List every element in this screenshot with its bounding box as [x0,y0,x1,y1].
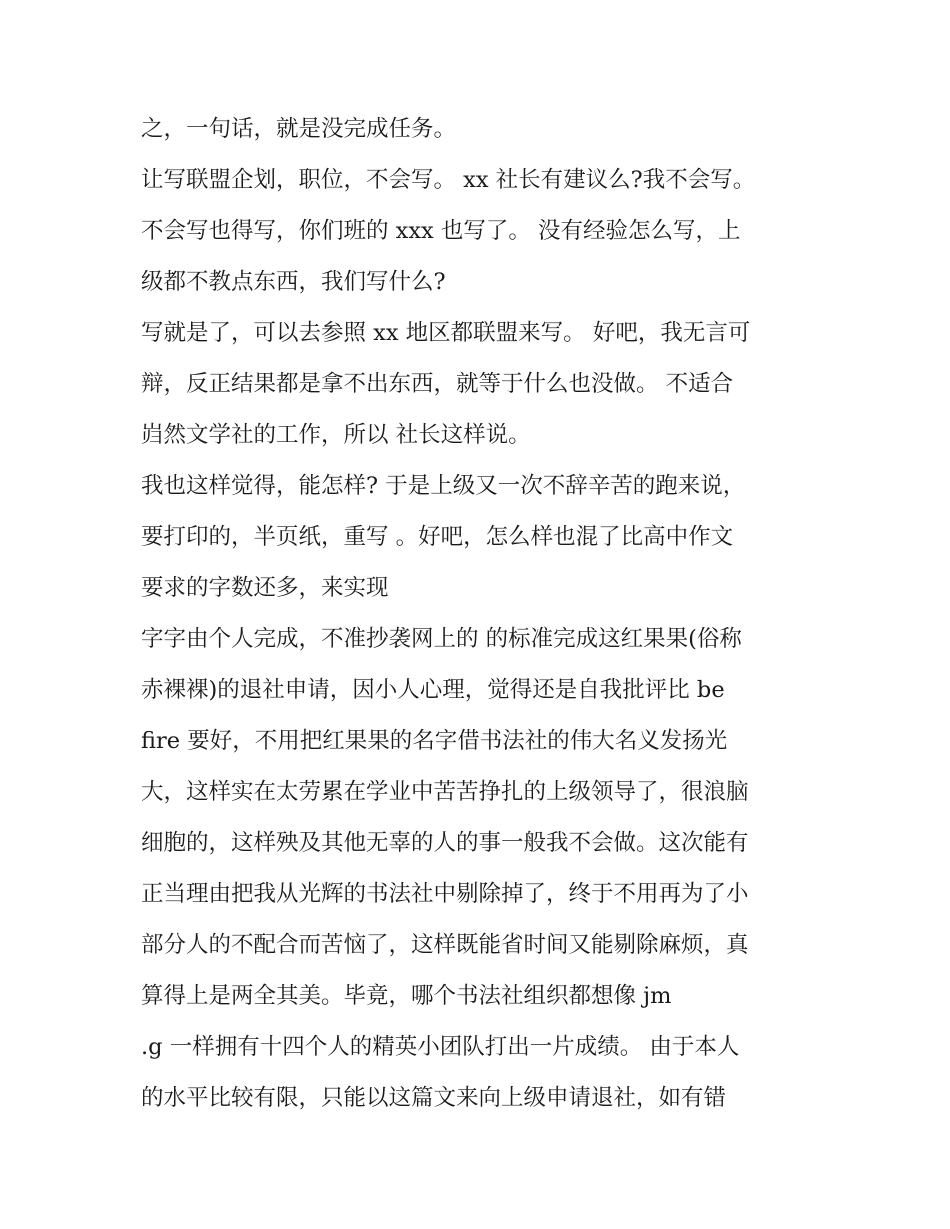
text-line: .g 一样拥有十四个人的精英小团队打出一片成绩。 由于本人 [141,1034,740,1060]
text-line: 不会写也得写，你们班的 xxx 也写了。 没有经验怎么写，上 [141,218,741,244]
text-line: 级都不教点东西，我们写什么? [141,269,446,295]
text-line: 算得上是两全其美。毕竟，哪个书法社组织都想像 jm [141,983,672,1009]
text-line: 要打印的，半页纸，重写 。好吧，怎么样也混了比高中作文 [141,524,734,550]
text-line: 大，这样实在太劳累在学业中苦苦挣扎的上级领导了，很浪脑 [141,779,749,805]
text-line: fire 要好，不用把红果果的名字借书法社的伟大名义发扬光 [141,728,728,754]
text-line: 字字由个人完成，不准抄袭网上的 的标准完成这红果果(俗称 [141,626,742,652]
text-line: 写就是了，可以去参照 xx 地区都联盟来写。 好吧，我无言可 [141,320,751,346]
text-line: 部分人的不配合而苦恼了，这样既能省时间又能剔除麻烦，真 [141,932,749,958]
text-line: 之，一句话，就是没完成任务。 [141,116,457,142]
text-line: 细胞的，这样殃及其他无辜的人的事一般我不会做。这次能有 [141,830,749,856]
text-line: 我也这样觉得，能怎样? 于是上级又一次不辞辛苦的跑来说， [141,473,746,499]
text-line: 岿然文学社的工作，所以 社长这样说。 [141,422,531,448]
text-line: 要求的字数还多，来实现 [141,575,389,601]
text-line: 正当理由把我从光辉的书法社中剔除掉了，终于不用再为了小 [141,881,749,907]
text-line: 的水平比较有限，只能以这篇文来向上级申请退社，如有错 [141,1085,727,1111]
text-line: 赤裸裸)的退社申请，因小人心理，觉得还是自我批评比 be [141,677,725,703]
text-line: 辩，反正结果都是拿不出东西，就等于什么也没做。 不适合 [141,371,734,397]
text-line: 让写联盟企划，职位，不会写。 xx 社长有建议么?我不会写。 [141,167,756,193]
